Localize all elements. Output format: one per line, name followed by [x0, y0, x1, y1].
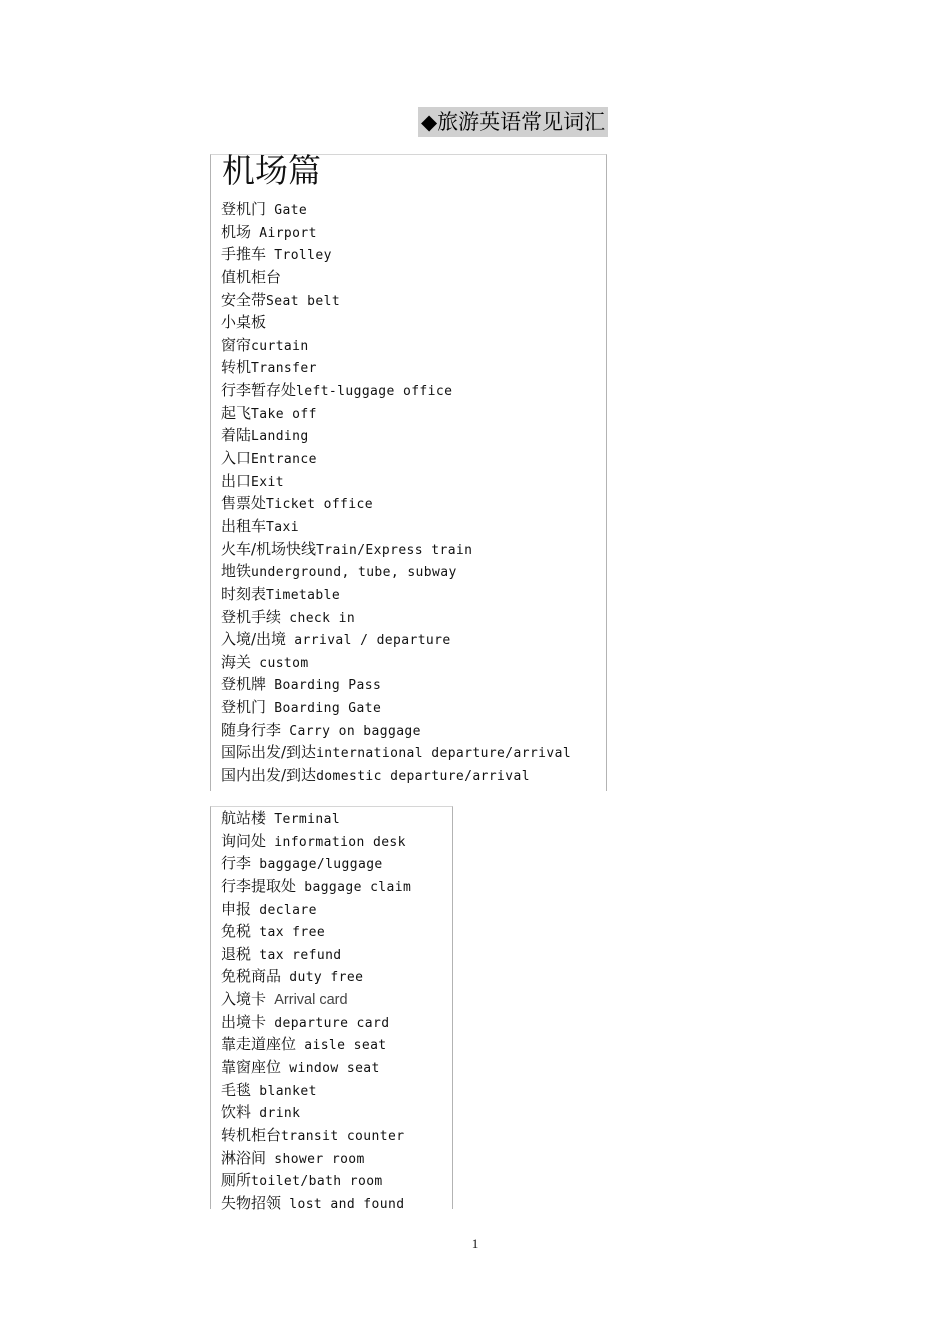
entry-separator	[266, 1152, 274, 1167]
vocabulary-entry	[221, 379, 571, 402]
entry-chinese: 航站楼	[221, 809, 267, 827]
entry-chinese: 转机	[221, 358, 252, 377]
entry-english: toilet/bath room	[251, 1174, 383, 1190]
entry-separator	[251, 948, 259, 963]
vocabulary-entry	[221, 807, 411, 830]
entry-english: departure card	[274, 1015, 390, 1031]
entry-chinese: 免税	[221, 922, 252, 941]
entry-separator	[251, 857, 259, 872]
entry-english: international departure/arrival	[316, 746, 572, 762]
vocabulary-entry	[221, 1079, 411, 1102]
page-number: 1	[471, 1236, 479, 1251]
entry-separator	[266, 835, 274, 850]
entry-english: custom	[259, 655, 309, 671]
entry-english: Transfer	[251, 361, 317, 377]
vocabulary-entry	[221, 628, 571, 651]
entry-english: Landing	[251, 429, 309, 445]
entry-english: Arrival card	[274, 992, 348, 1009]
entry-english: aisle seat	[304, 1038, 387, 1054]
vocabulary-box-continued	[210, 806, 453, 1212]
vocabulary-entry	[221, 1101, 411, 1124]
entry-separator	[251, 656, 259, 671]
entry-english: duty free	[289, 970, 364, 986]
entry-english: Exit	[251, 474, 284, 490]
entry-separator	[281, 1061, 289, 1076]
vocabulary-entry	[221, 470, 571, 493]
vocabulary-entry	[221, 289, 571, 312]
entry-chinese: 失物招领	[221, 1193, 282, 1212]
entry-chinese: 地铁	[221, 562, 252, 581]
entry-english: shower room	[274, 1151, 365, 1167]
vocabulary-entry	[221, 402, 571, 425]
entry-english: curtain	[251, 338, 309, 354]
vocabulary-entry	[221, 830, 411, 853]
entry-separator	[251, 1106, 259, 1121]
entry-chinese: 手推车	[221, 245, 267, 264]
entry-separator	[266, 678, 274, 693]
entry-english: Gate	[274, 203, 308, 218]
entry-chinese: 登机手续	[221, 607, 282, 626]
entry-english: baggage claim	[304, 879, 412, 895]
vocabulary-entry	[221, 741, 571, 764]
entry-separator	[281, 724, 289, 739]
entry-english: Boarding Gate	[274, 701, 382, 717]
entry-english: check in	[289, 610, 356, 626]
entry-english: Taxi	[266, 519, 299, 535]
entry-english: Entrance	[251, 452, 317, 468]
entry-english: baggage/luggage	[259, 857, 383, 873]
entry-separator	[266, 993, 274, 1008]
entry-english: Train/Express train	[316, 542, 473, 558]
entry-separator	[251, 1084, 259, 1099]
entry-separator	[281, 611, 289, 626]
entry-english: blanket	[259, 1083, 317, 1099]
vocabulary-entry	[221, 1033, 411, 1056]
entry-chinese: 淋浴间	[221, 1148, 267, 1167]
entry-chinese: 免税商品	[221, 967, 282, 986]
entry-chinese: 行李暂存处	[221, 381, 297, 400]
entry-chinese: 登机门	[221, 698, 267, 717]
entry-chinese: 小桌板	[221, 313, 267, 332]
vocabulary-entry	[221, 560, 571, 583]
entry-chinese: 行李提取处	[221, 876, 297, 895]
vocabulary-entry	[221, 965, 411, 988]
entry-chinese: 登机门	[221, 200, 267, 218]
entry-chinese: 询问处	[221, 831, 267, 850]
vocabulary-entry	[221, 696, 571, 719]
vocabulary-entry	[221, 920, 411, 943]
entry-chinese: 毛毯	[221, 1080, 252, 1099]
entry-chinese: 机场	[221, 222, 252, 241]
vocabulary-entry	[221, 1192, 411, 1215]
entry-separator	[266, 701, 274, 716]
entry-chinese: 退税	[221, 944, 252, 963]
entry-english: Take off	[251, 406, 317, 422]
entry-separator	[296, 880, 304, 895]
vocabulary-entry	[221, 606, 571, 629]
entry-chinese: 起飞	[221, 403, 252, 422]
entry-english: left-luggage office	[296, 384, 453, 400]
entry-chinese: 靠窗座位	[221, 1058, 282, 1077]
entry-separator	[266, 1016, 274, 1031]
entry-english: drink	[259, 1106, 301, 1122]
vocabulary-entry	[221, 492, 571, 515]
entry-separator	[266, 248, 274, 263]
entry-english: declare	[259, 902, 317, 918]
entry-chinese: 火车/机场快线	[221, 539, 317, 558]
entry-separator	[251, 903, 259, 918]
entry-english: Timetable	[266, 587, 341, 603]
entry-chinese: 值机柜台	[221, 267, 282, 286]
vocabulary-box-airport	[210, 151, 607, 791]
vocabulary-entry	[221, 583, 571, 606]
vocabulary-entry	[221, 515, 571, 538]
entry-english: underground, tube, subway	[251, 565, 457, 581]
entry-chinese: 窗帘	[221, 335, 252, 354]
entry-separator	[281, 1197, 289, 1212]
vocabulary-entry	[221, 424, 571, 447]
vocabulary-entry	[221, 311, 571, 334]
entry-english: domestic departure/arrival	[316, 769, 530, 785]
entry-separator	[266, 203, 274, 218]
entry-english: window seat	[289, 1061, 380, 1077]
section-heading: 机场篇	[222, 151, 321, 190]
vocabulary-entry	[221, 266, 571, 289]
entry-english: Terminal	[274, 812, 341, 827]
entry-chinese: 海关	[221, 652, 252, 671]
entry-english: arrival / departure	[294, 633, 451, 649]
vocabulary-entry	[221, 1169, 411, 1192]
entry-chinese: 国内出发/到达	[221, 766, 317, 785]
vocabulary-entry	[221, 198, 571, 221]
entry-english: Trolley	[274, 248, 332, 264]
entry-chinese: 登机牌	[221, 675, 267, 694]
entry-chinese: 入口	[221, 449, 252, 468]
vocabulary-entry	[221, 673, 571, 696]
entry-english: tax free	[259, 925, 326, 941]
entry-english: Boarding Pass	[274, 678, 382, 694]
vocabulary-entry	[221, 988, 411, 1011]
entry-separator	[266, 812, 274, 827]
entry-chinese: 国际出发/到达	[221, 743, 317, 762]
vocabulary-entry	[221, 719, 571, 742]
entry-english: transit counter	[281, 1128, 405, 1144]
vocabulary-entry	[221, 651, 571, 674]
entry-chinese: 转机柜台	[221, 1125, 282, 1144]
entry-separator	[296, 1038, 304, 1053]
vocabulary-list-continued	[221, 807, 411, 1215]
entry-english: lost and found	[289, 1196, 405, 1212]
entry-english: Carry on baggage	[289, 723, 421, 739]
entry-chinese: 入境/出境	[221, 630, 287, 649]
entry-chinese: 出租车	[221, 516, 267, 535]
entry-english: Seat belt	[266, 293, 341, 309]
vocabulary-entry	[221, 943, 411, 966]
entry-chinese: 厕所	[221, 1171, 252, 1190]
entry-chinese: 随身行李	[221, 720, 282, 739]
entry-chinese: 时刻表	[221, 584, 267, 603]
entry-chinese: 饮料	[221, 1103, 252, 1122]
vocabulary-entry	[221, 764, 571, 787]
entry-english: Ticket office	[266, 497, 373, 513]
entry-english: Airport	[259, 225, 317, 241]
entry-chinese: 出境卡	[221, 1012, 267, 1031]
entry-separator	[281, 970, 289, 985]
document-title: ◆旅游英语常见词汇	[418, 107, 608, 137]
entry-chinese: 安全带	[221, 290, 267, 309]
entry-english: information desk	[274, 834, 406, 850]
entry-chinese: 行李	[221, 854, 252, 873]
vocabulary-entry	[221, 898, 411, 921]
vocabulary-list	[221, 198, 571, 787]
vocabulary-entry	[221, 221, 571, 244]
vocabulary-entry	[221, 1124, 411, 1147]
entry-separator	[251, 226, 259, 241]
entry-chinese: 出口	[221, 471, 252, 490]
entry-chinese: 靠走道座位	[221, 1035, 297, 1054]
vocabulary-entry	[221, 875, 411, 898]
entry-english: tax refund	[259, 947, 342, 963]
vocabulary-entry	[221, 1147, 411, 1170]
entry-chinese: 入境卡	[221, 990, 267, 1009]
entry-chinese: 申报	[221, 899, 252, 918]
entry-chinese: 售票处	[221, 494, 267, 513]
entry-separator	[251, 925, 259, 940]
vocabulary-entry	[221, 447, 571, 470]
entry-chinese: 着陆	[221, 426, 252, 445]
vocabulary-entry	[221, 1056, 411, 1079]
vocabulary-entry	[221, 538, 571, 561]
vocabulary-entry	[221, 1011, 411, 1034]
vocabulary-entry	[221, 334, 571, 357]
vocabulary-entry	[221, 243, 571, 266]
vocabulary-entry	[221, 852, 411, 875]
vocabulary-entry	[221, 356, 571, 379]
